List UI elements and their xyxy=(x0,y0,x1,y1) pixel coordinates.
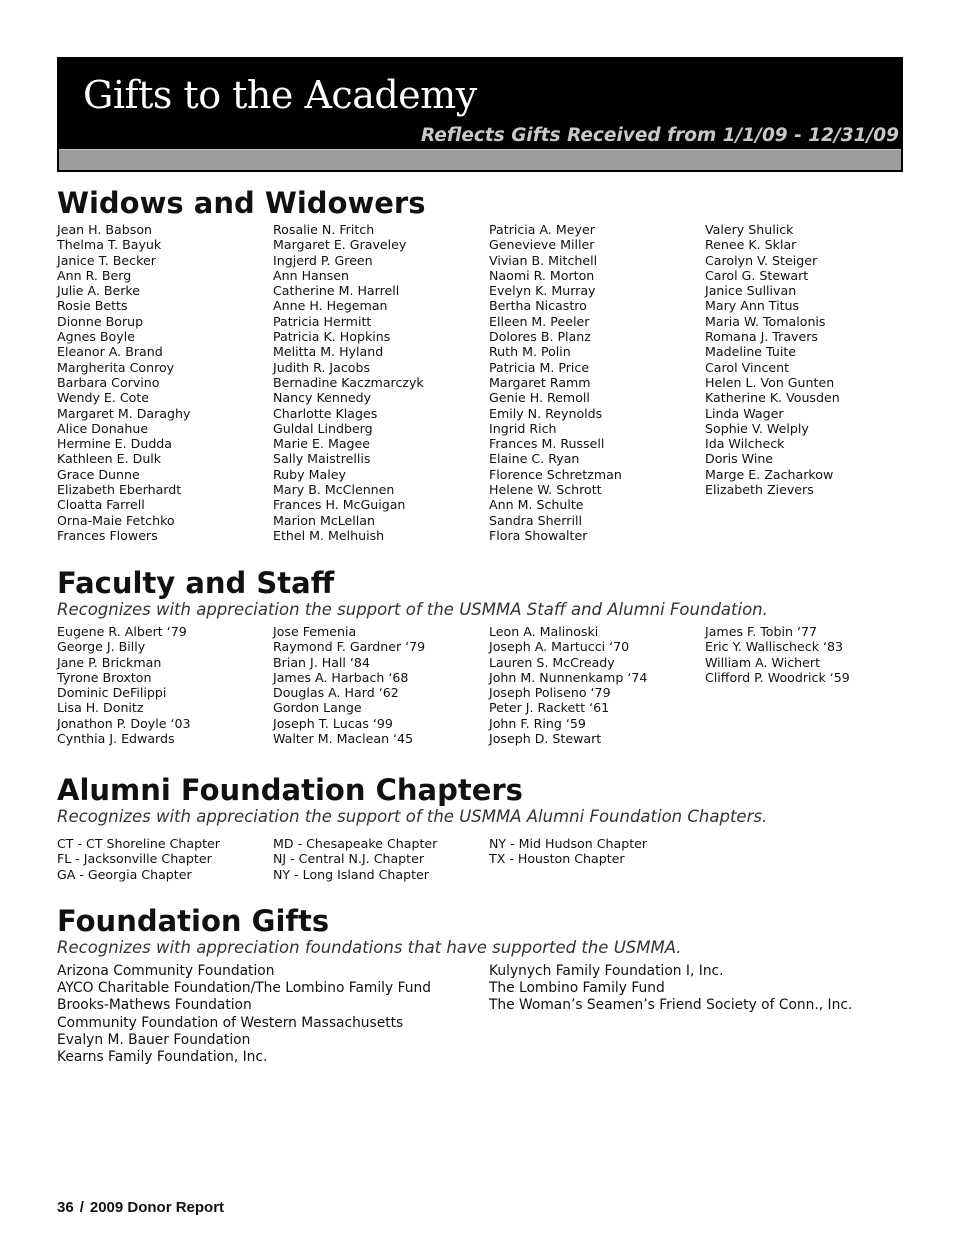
footer-separator: / xyxy=(79,1199,84,1216)
list-item: Frances H. McGuigan xyxy=(273,497,406,513)
list-item: Patricia K. Hopkins xyxy=(273,329,391,345)
list-item: Thelma T. Bayuk xyxy=(57,237,162,253)
list-item: Kearns Family Foundation, Inc. xyxy=(57,1049,268,1066)
list-item: Carol Vincent xyxy=(705,359,790,375)
list-item: Frances Flowers xyxy=(57,527,158,543)
list-item: TX - Houston Chapter xyxy=(489,851,625,867)
page-title: Gifts to the Academy xyxy=(83,73,477,117)
list-item: James A. Harbach ‘68 xyxy=(273,669,409,685)
list-item: Sophie V. Welply xyxy=(705,420,809,436)
list-item: The Lombino Family Fund xyxy=(489,980,665,997)
report-name: 2009 Donor Report xyxy=(89,1199,225,1216)
header-banner xyxy=(57,57,903,172)
list-item: Renee K. Sklar xyxy=(705,237,797,253)
faculty-section xyxy=(57,566,917,747)
list-item: The Woman’s Seamen’s Friend Society of Conn., Inc. xyxy=(489,997,853,1014)
list-item: Evalyn M. Bauer Foundation xyxy=(57,1031,251,1048)
list-item: Barbara Corvino xyxy=(57,374,160,390)
widows-column-3 xyxy=(489,222,622,543)
widows-column-1 xyxy=(57,222,190,543)
faculty-column-2 xyxy=(273,624,425,746)
list-item: Lisa H. Donitz xyxy=(57,700,144,716)
list-item: Dionne Borup xyxy=(57,313,144,329)
list-item: George J. Billy xyxy=(57,639,146,655)
section-subtitle: Recognizes with appreciation the support of the USMMA Staff and Alumni Foundation. xyxy=(57,600,768,619)
section-subtitle: Recognizes with appreciation the support of the USMMA Alumni Foundation Chapters. xyxy=(57,807,768,826)
list-item: Charlotte Klages xyxy=(273,405,378,421)
list-item: NJ - Central N.J. Chapter xyxy=(273,851,425,867)
list-item: Eugene R. Albert ‘79 xyxy=(57,624,187,639)
list-item: Naomi R. Morton xyxy=(489,267,595,283)
list-item: Margaret Ramm xyxy=(489,374,591,390)
list-item: Flora Showalter xyxy=(489,527,588,543)
list-item: Tyrone Broxton xyxy=(57,669,152,685)
list-item: Vivian B. Mitchell xyxy=(489,252,598,268)
list-item: Mary Ann Titus xyxy=(705,298,800,314)
list-item: Guldal Lindberg xyxy=(273,420,373,436)
list-item: Valery Shulick xyxy=(705,222,794,237)
list-item: Brooks-Mathews Foundation xyxy=(57,997,252,1014)
list-item: Margaret M. Daraghy xyxy=(57,405,191,421)
list-item: Sandra Sherrill xyxy=(489,512,582,528)
widows-section xyxy=(57,186,917,543)
list-item: MD - Chesapeake Chapter xyxy=(273,836,438,851)
list-item: Patricia M. Price xyxy=(489,359,590,375)
list-item: Raymond F. Gardner ‘79 xyxy=(273,639,426,655)
list-item: Genie H. Remoll xyxy=(489,390,590,406)
list-item: Madeline Tuite xyxy=(705,344,797,360)
section-title: Widows and Widowers xyxy=(57,186,426,220)
list-item: Cynthia J. Edwards xyxy=(57,731,175,747)
list-item: Dominic DeFilippi xyxy=(57,685,167,701)
faculty-column-4 xyxy=(705,624,850,685)
chapters-column-1 xyxy=(57,836,220,882)
list-item: William A. Wichert xyxy=(705,654,821,670)
list-item: Eleanor A. Brand xyxy=(57,344,163,360)
list-item: Jonathon P. Doyle ‘03 xyxy=(57,715,191,731)
list-item: Evelyn K. Murray xyxy=(489,283,596,299)
list-item: Leon A. Malinoski xyxy=(489,624,599,639)
list-item: Ethel M. Melhuish xyxy=(273,527,385,543)
page-subtitle: Reflects Gifts Received from 1/1/09 - 12/31/09 xyxy=(420,125,899,146)
list-item: Bertha Nicastro xyxy=(489,298,587,314)
list-item: Elizabeth Zievers xyxy=(705,482,814,498)
list-item: Anne H. Hegeman xyxy=(273,298,388,314)
list-item: Linda Wager xyxy=(705,405,784,421)
banner-stripe xyxy=(59,149,901,170)
list-item: Ida Wilcheck xyxy=(705,436,785,452)
widows-column-4 xyxy=(705,222,840,497)
list-item: Dolores B. Planz xyxy=(489,329,591,345)
list-item: Genevieve Miller xyxy=(489,237,595,253)
list-item: Joseph D. Stewart xyxy=(489,731,602,747)
list-item: Ingjerd P. Green xyxy=(273,252,373,268)
list-item: Sally Maistrellis xyxy=(273,451,371,467)
list-item: Frances M. Russell xyxy=(489,436,605,452)
list-item: Marge E. Zacharkow xyxy=(705,466,834,482)
list-item: Catherine M. Harrell xyxy=(273,283,400,299)
list-item: Agnes Boyle xyxy=(57,329,135,345)
list-item: AYCO Charitable Foundation/The Lombino Family Fund xyxy=(57,980,431,997)
list-item: Brian J. Hall ‘84 xyxy=(273,654,370,670)
list-item: Elizabeth Eberhardt xyxy=(57,482,182,498)
faculty-column-1 xyxy=(57,624,191,746)
widows-column-2 xyxy=(273,222,424,543)
foundations-section xyxy=(57,904,917,1066)
list-item: Mary B. McClennen xyxy=(273,482,395,498)
list-item: Ann M. Schulte xyxy=(489,497,584,513)
page-number: 36 xyxy=(57,1199,74,1216)
list-item: Doris Wine xyxy=(705,451,774,467)
list-item: Nancy Kennedy xyxy=(273,390,372,406)
list-item: Arizona Community Foundation xyxy=(57,963,275,979)
list-item: Helen L. Von Gunten xyxy=(705,374,835,390)
chapters-column-3 xyxy=(489,836,647,867)
list-item: Peter J. Rackett ‘61 xyxy=(489,700,610,716)
list-item: Gordon Lange xyxy=(273,700,362,716)
list-item: Hermine E. Dudda xyxy=(57,436,173,452)
list-item: Janice Sullivan xyxy=(705,283,797,299)
list-item: Eric Y. Wallischeck ‘83 xyxy=(705,639,844,655)
section-title: Alumni Foundation Chapters xyxy=(57,773,523,807)
list-item: Grace Dunne xyxy=(57,466,140,482)
list-item: James F. Tobin ‘77 xyxy=(705,624,818,639)
list-item: NY - Long Island Chapter xyxy=(273,866,429,882)
list-item: Bernadine Kaczmarczyk xyxy=(273,374,424,390)
list-item: CT - CT Shoreline Chapter xyxy=(57,836,220,851)
list-item: Ruth M. Polin xyxy=(489,344,571,360)
list-item: Carol G. Stewart xyxy=(705,267,809,283)
list-item: Kulynych Family Foundation I, Inc. xyxy=(489,963,724,979)
list-item: Marion McLellan xyxy=(273,512,375,528)
page-footer xyxy=(57,1199,224,1216)
list-item: Patricia A. Meyer xyxy=(489,222,595,237)
list-item: Helene W. Schrott xyxy=(489,482,602,498)
list-item: Kathleen E. Dulk xyxy=(57,451,162,467)
list-item: Melitta M. Hyland xyxy=(273,344,384,360)
list-item: Carolyn V. Steiger xyxy=(705,252,818,268)
list-item: Marie E. Magee xyxy=(273,436,371,452)
list-item: FL - Jacksonville Chapter xyxy=(57,851,212,867)
chapters-column-2 xyxy=(273,836,437,882)
list-item: Wendy E. Cote xyxy=(57,390,150,406)
list-item: Rosie Betts xyxy=(57,298,128,314)
list-item: Margherita Conroy xyxy=(57,359,175,375)
list-item: Emily N. Reynolds xyxy=(489,405,603,421)
list-item: Ingrid Rich xyxy=(489,420,557,436)
list-item: Ruby Maley xyxy=(273,466,346,482)
list-item: Ann R. Berg xyxy=(57,267,132,283)
list-item: Florence Schretzman xyxy=(489,466,622,482)
list-item: Elleen M. Peeler xyxy=(489,313,590,329)
list-item: Orna-Maie Fetchko xyxy=(57,512,175,528)
list-item: Joseph T. Lucas ‘99 xyxy=(273,715,393,731)
list-item: Janice T. Becker xyxy=(57,252,156,268)
list-item: Maria W. Tomalonis xyxy=(705,313,826,329)
list-item: Community Foundation of Western Massachusetts xyxy=(57,1014,404,1031)
list-item: Jose Femenia xyxy=(273,624,357,639)
faculty-column-3 xyxy=(489,624,647,746)
list-item: Douglas A. Hard ‘62 xyxy=(273,685,399,701)
list-item: John M. Nunnenkamp ‘74 xyxy=(489,669,648,685)
list-item: Romana J. Travers xyxy=(705,329,818,345)
list-item: GA - Georgia Chapter xyxy=(57,866,192,882)
list-item: Lauren S. McCready xyxy=(489,654,615,670)
list-item: NY - Mid Hudson Chapter xyxy=(489,836,648,851)
list-item: Jane P. Brickman xyxy=(57,654,162,670)
list-item: Patricia Hermitt xyxy=(273,313,372,329)
list-item: Cloatta Farrell xyxy=(57,497,145,513)
list-item: Margaret E. Graveley xyxy=(273,237,407,253)
foundations-column-1 xyxy=(57,963,431,1066)
list-item: Alice Donahue xyxy=(57,420,149,436)
list-item: Joseph A. Martucci ‘70 xyxy=(489,639,630,655)
list-item: Elaine C. Ryan xyxy=(489,451,580,467)
section-title: Faculty and Staff xyxy=(57,566,335,600)
list-item: Katherine K. Vousden xyxy=(705,390,840,406)
list-item: Julie A. Berke xyxy=(57,283,141,299)
foundations-column-2 xyxy=(489,963,852,1015)
section-subtitle: Recognizes with appreciation foundations that have supported the USMMA. xyxy=(57,938,682,957)
list-item: Clifford P. Woodrick ‘59 xyxy=(705,669,850,685)
list-item: Ann Hansen xyxy=(273,267,350,283)
list-item: Walter M. Maclean ‘45 xyxy=(273,731,414,747)
chapters-section xyxy=(57,773,917,882)
list-item: Judith R. Jacobs xyxy=(273,359,371,375)
list-item: Rosalie N. Fritch xyxy=(273,222,375,237)
list-item: Joseph Poliseno ‘79 xyxy=(489,685,611,701)
section-title: Foundation Gifts xyxy=(57,904,330,938)
list-item: John F. Ring ‘59 xyxy=(489,715,586,731)
list-item: Jean H. Babson xyxy=(57,222,153,237)
